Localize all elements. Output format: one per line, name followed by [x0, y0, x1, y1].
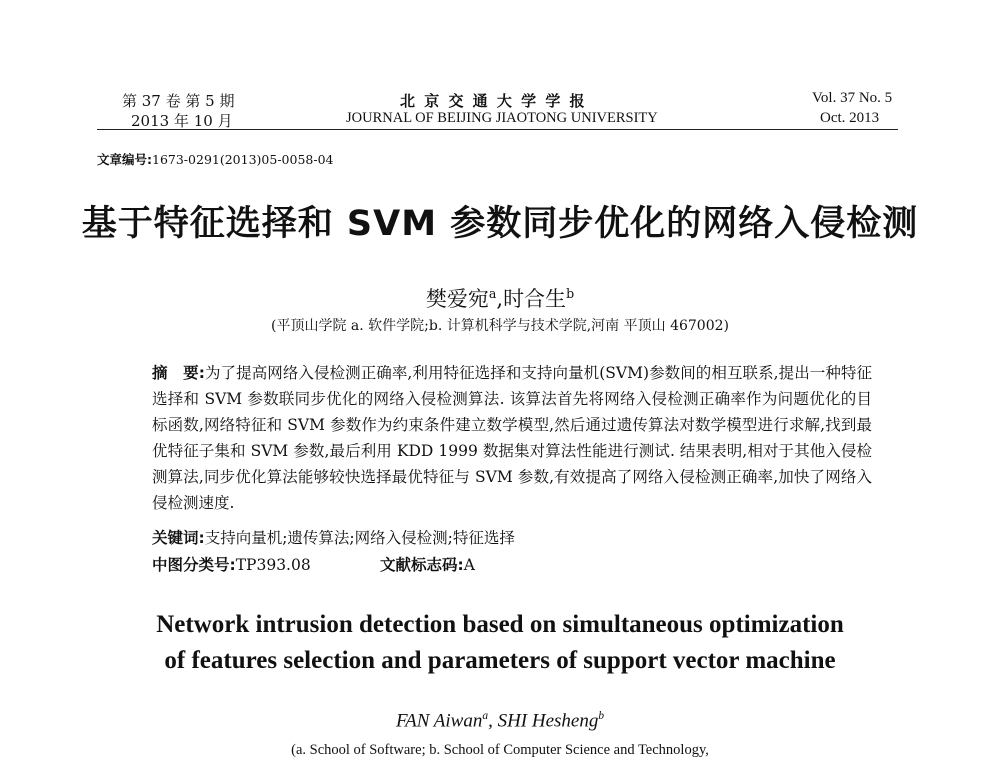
paper-title-en-line-1: Network intrusion detection based on simultaneous optimization	[156, 611, 844, 638]
author-1-en-sup: a	[482, 710, 489, 722]
abstract-label: 摘 要:	[152, 364, 205, 382]
affiliation-cn: (平顶山学院 a. 软件学院;b. 计算机科学与技术学院,河南 平顶山 467002)	[271, 318, 729, 334]
authors-en	[0, 710, 1000, 732]
journal-name-cn: 北 京 交 通 大 学 学 报	[400, 92, 587, 110]
author-1-cn: 樊爱宛	[425, 287, 489, 311]
journal-name-en: JOURNAL OF BEIJING JIAOTONG UNIVERSITY	[346, 110, 658, 126]
affiliation-en: (a. School of Software; b. School of Computer Science and Technology,	[291, 742, 709, 758]
abstract-text: 为了提高网络入侵检测正确率,利用特征选择和支持向量机(SVM)参数间的相互联系,提出一种特征选择和 SVM 参数联同步优化的网络入侵检测算法. 该算法首先将网络入侵检测正确率作为问题优化的目标函数,网络特征和 SVM 参数作为约束条件建立数学模型,然后通过遗传算法对数学模型进行求解,找到最优特征子集和 SVM 参数,最后利用 KDD 1999 数据集对算法性能进行测试. 结果表明,相对于其他入侵检测算法,同步优化算法能够较快选择最优特征与 SVM 参数,有效提高了网络入侵检测正确率,加快了网络入侵检测速度.	[152, 364, 873, 512]
keywords-label: 关键词:	[152, 529, 205, 547]
author-2-en: SHI Hesheng	[497, 710, 599, 732]
abstract-cn	[152, 360, 872, 516]
article-number-value: 1673-0291(2013)05-0058-04	[152, 152, 334, 167]
author-1-sup: a	[488, 286, 497, 301]
classification	[152, 553, 311, 575]
date-cn: 2013 年 10 月	[131, 112, 233, 130]
author-2-cn: 时合生	[503, 287, 567, 311]
article-number	[97, 150, 333, 168]
document-code	[380, 553, 475, 575]
keywords-text: 支持向量机;遗传算法;网络入侵检测;特征选择	[204, 529, 515, 547]
doc-code-label: 文献标志码:	[380, 556, 464, 574]
volume-issue-en: Vol. 37 No. 5	[812, 90, 893, 106]
author-2-sup: b	[566, 286, 575, 301]
author-separator: ,	[496, 287, 504, 311]
doc-code-value: A	[463, 556, 475, 574]
header-rule	[97, 129, 898, 130]
paper-title-en-line-2: of features selection and parameters of support vector machine	[164, 647, 836, 674]
volume-issue-cn: 第 37 卷 第 5 期	[122, 92, 235, 110]
date-en: Oct. 2013	[820, 110, 880, 126]
article-number-label: 文章编号:	[97, 152, 152, 167]
authors-cn	[0, 283, 1000, 313]
author-en-separator: ,	[488, 710, 498, 732]
paper-title-cn: 基于特征选择和 SVM 参数同步优化的网络入侵检测	[81, 204, 919, 244]
clc-label: 中图分类号:	[152, 556, 236, 574]
author-2-en-sup: b	[598, 710, 605, 722]
keywords	[152, 526, 515, 548]
author-1-en: FAN Aiwan	[395, 710, 483, 732]
clc-value: TP393.08	[235, 556, 311, 574]
